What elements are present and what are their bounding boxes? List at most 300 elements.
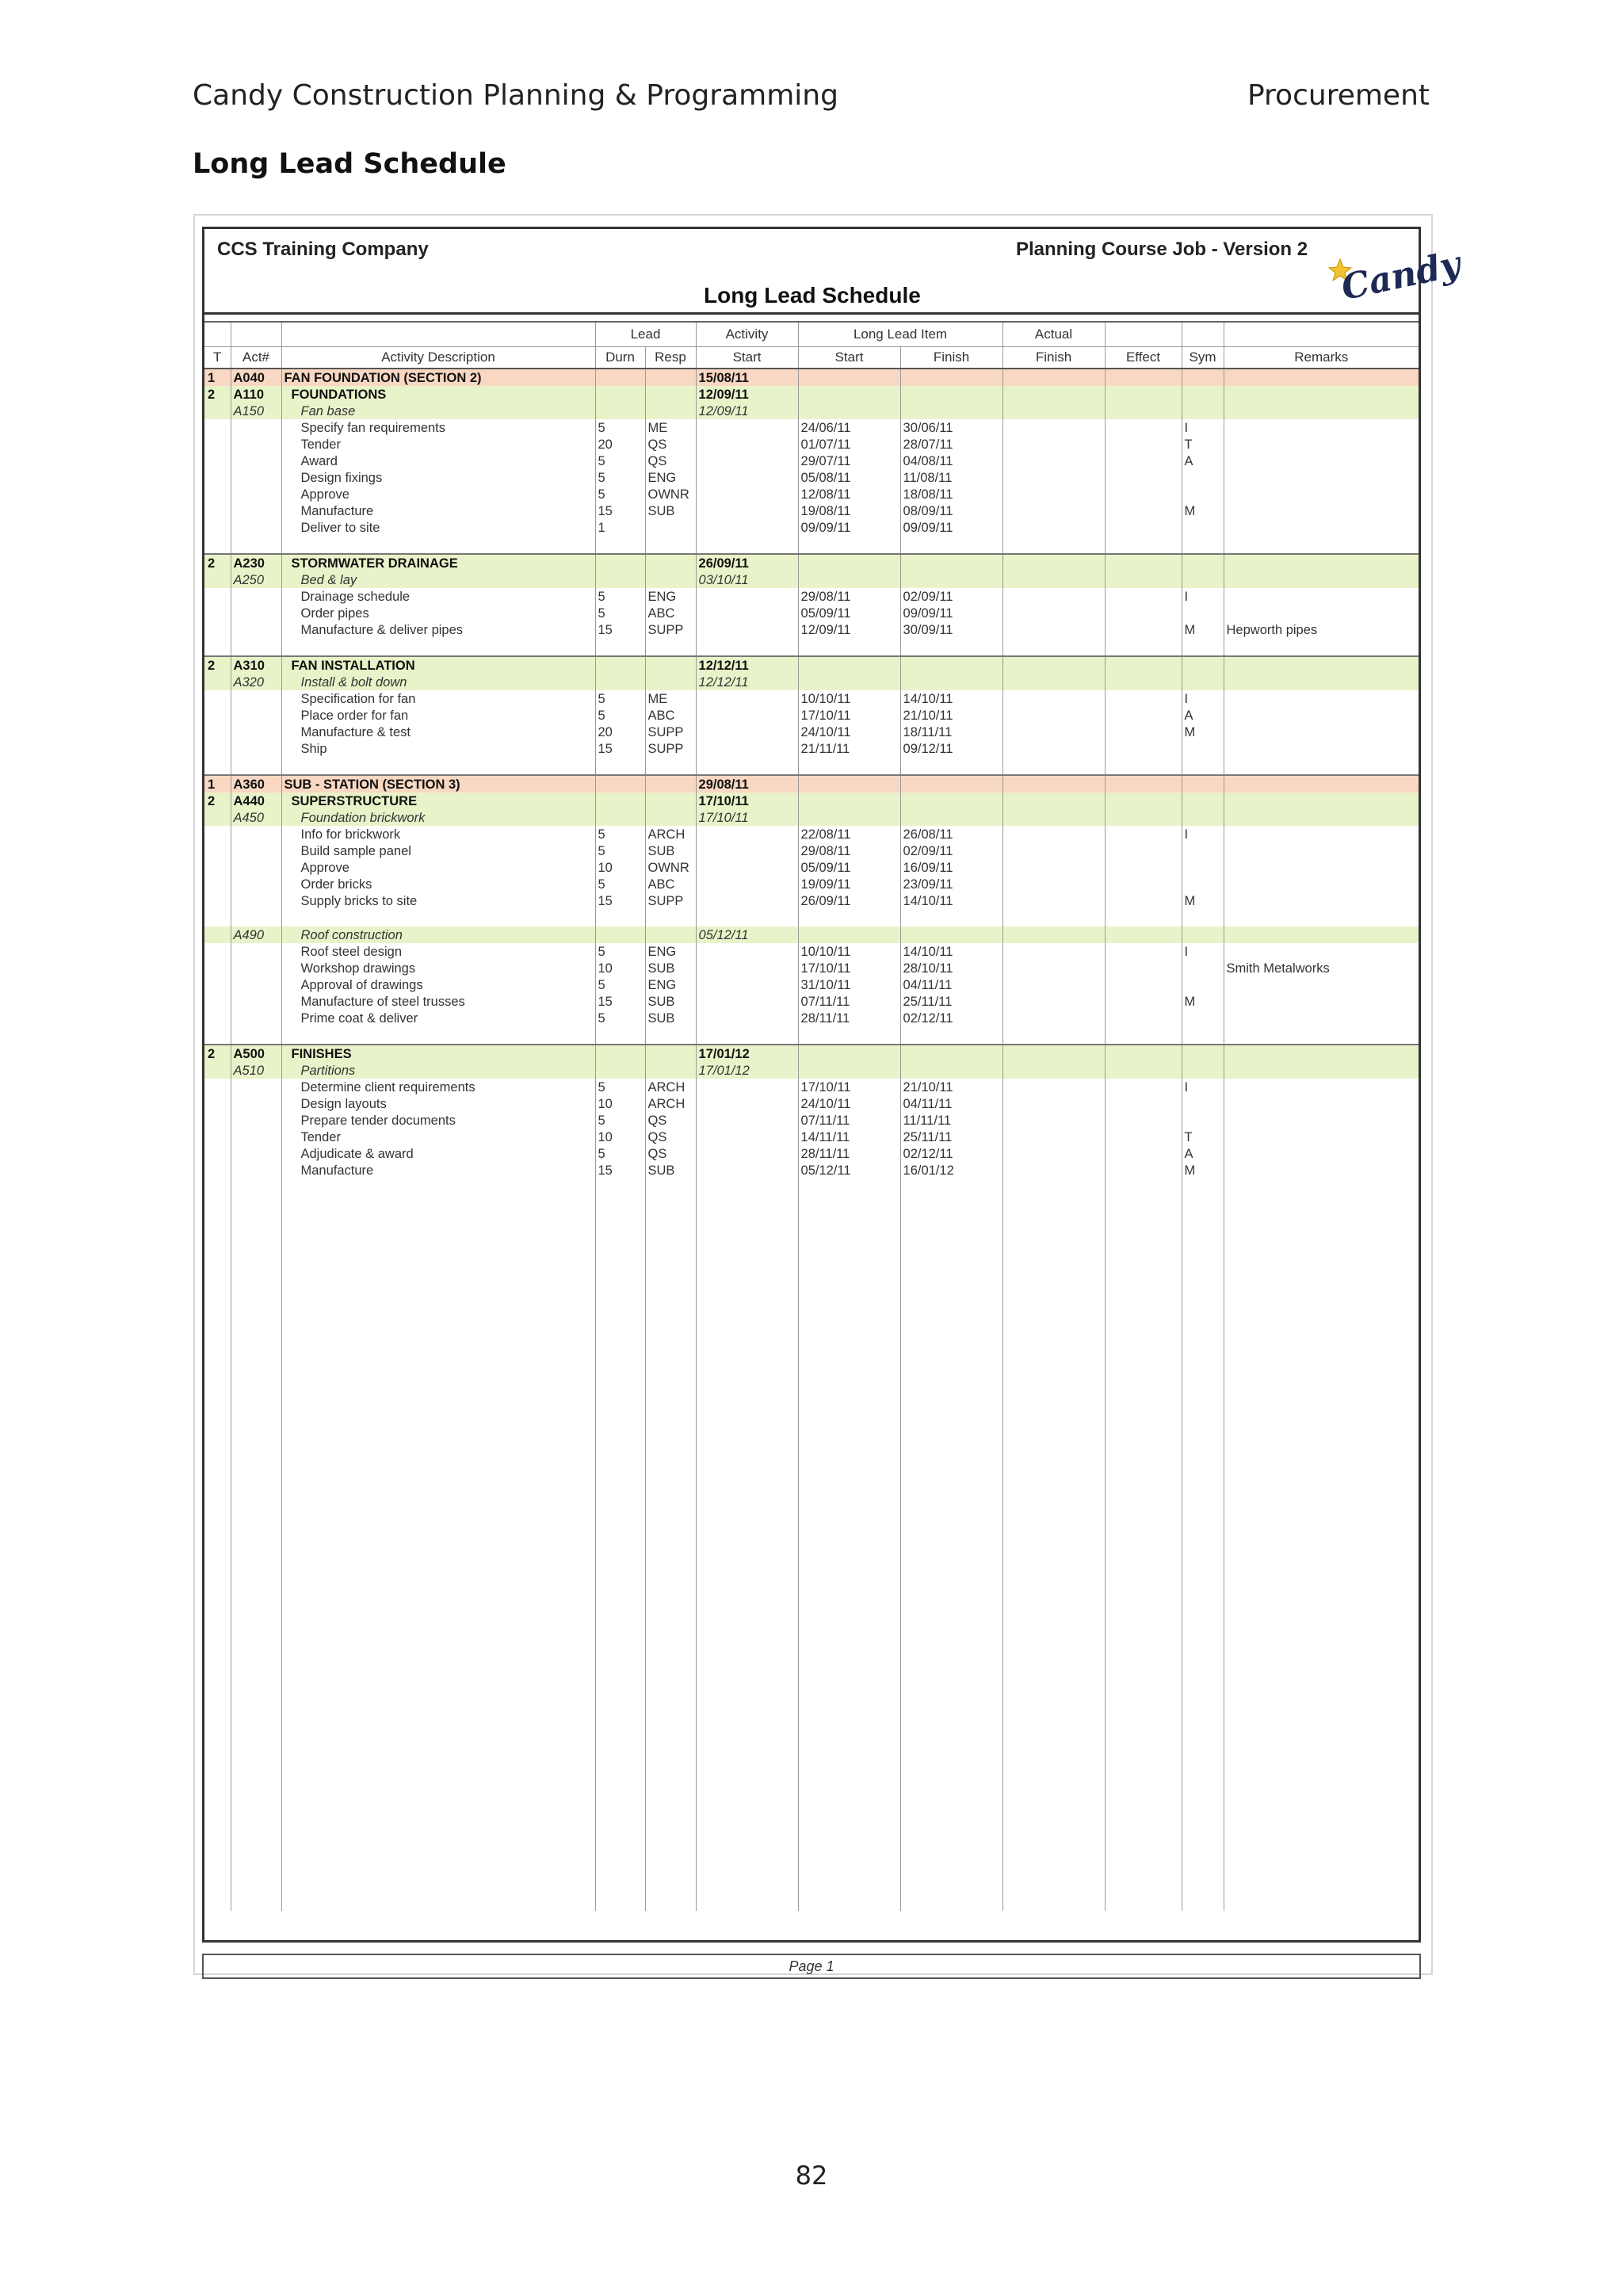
cell-act: [231, 519, 281, 536]
cell-actual-finish: [1002, 707, 1105, 724]
cell-lli-start: [798, 571, 900, 588]
cell-t: [204, 674, 231, 690]
activity-row: [204, 571, 1419, 588]
cell-t: [204, 519, 231, 536]
job-title: Planning Course Job - Version 2: [1016, 239, 1308, 260]
cell-t: [204, 453, 231, 469]
cell-lli-finish: 28/10/11: [900, 960, 1002, 976]
cell-sym: T: [1182, 436, 1224, 453]
task-row: [204, 486, 1419, 502]
cell-remarks: [1224, 826, 1419, 842]
cell-act: A510: [231, 1062, 281, 1079]
col-description: Activity Description: [281, 347, 595, 369]
cell-lli-finish: [900, 793, 1002, 809]
cell-sym: [1182, 809, 1224, 826]
cell-actual-finish: [1002, 1010, 1105, 1026]
cell-act: [231, 1079, 281, 1095]
cell-actual-finish: [1002, 453, 1105, 469]
cell-lli-start: 05/12/11: [798, 1162, 900, 1179]
cell-act: A040: [231, 369, 281, 386]
cell-sym: M: [1182, 724, 1224, 740]
cell-actual-finish: [1002, 1145, 1105, 1162]
cell-description: FINISHES: [281, 1045, 595, 1062]
cell-durn: [595, 369, 645, 386]
spacer-row: [204, 536, 1419, 554]
task-row: [204, 469, 1419, 486]
cell-remarks: [1224, 859, 1419, 876]
cell-sym: [1182, 571, 1224, 588]
cell-durn: 20: [595, 436, 645, 453]
cell-actual-finish: [1002, 976, 1105, 993]
cell-activity-start: 12/12/11: [696, 656, 798, 674]
cell-sym: [1182, 1095, 1224, 1112]
cell-description: Roof steel design: [281, 943, 595, 960]
cell-effect: [1105, 740, 1182, 757]
cell-lli-start: [798, 656, 900, 674]
cell-activity-start: [696, 605, 798, 621]
cell-lli-finish: [900, 403, 1002, 419]
cell-act: [231, 826, 281, 842]
cell-act: [231, 707, 281, 724]
cell-t: [204, 419, 231, 436]
cell-resp: QS: [645, 1145, 696, 1162]
cell-durn: 5: [595, 1010, 645, 1026]
cell-effect: [1105, 554, 1182, 571]
cell-actual-finish: [1002, 993, 1105, 1010]
task-row: [204, 960, 1419, 976]
cell-effect: [1105, 859, 1182, 876]
cell-resp: SUB: [645, 960, 696, 976]
cell-durn: 5: [595, 1112, 645, 1129]
cell-t: [204, 926, 231, 943]
cell-resp: SUB: [645, 993, 696, 1010]
cell-activity-start: [696, 892, 798, 909]
cell-actual-finish: [1002, 419, 1105, 436]
task-row: [204, 1095, 1419, 1112]
cell-lli-start: [798, 1062, 900, 1079]
cell-resp: ARCH: [645, 1095, 696, 1112]
cell-t: 2: [204, 793, 231, 809]
cell-resp: QS: [645, 436, 696, 453]
cell-durn: 5: [595, 876, 645, 892]
cell-act: [231, 960, 281, 976]
cell-description: Build sample panel: [281, 842, 595, 859]
cell-effect: [1105, 775, 1182, 793]
col-durn: Durn: [595, 347, 645, 369]
cell-resp: [645, 674, 696, 690]
cell-durn: 5: [595, 486, 645, 502]
cell-actual-finish: [1002, 775, 1105, 793]
cell-lli-finish: [900, 926, 1002, 943]
cell-actual-finish: [1002, 486, 1105, 502]
cell-activity-start: 17/01/12: [696, 1045, 798, 1062]
cell-sym: [1182, 842, 1224, 859]
cell-effect: [1105, 1010, 1182, 1026]
sheet-footer: [202, 1954, 1421, 1979]
cell-effect: [1105, 621, 1182, 638]
cell-act: A110: [231, 386, 281, 403]
cell-lli-start: 10/10/11: [798, 690, 900, 707]
cell-activity-start: [696, 1010, 798, 1026]
cell-act: [231, 419, 281, 436]
cell-description: Approve: [281, 486, 595, 502]
cell-durn: [595, 571, 645, 588]
cell-activity-start: [696, 826, 798, 842]
cell-t: 1: [204, 369, 231, 386]
activity-row: [204, 674, 1419, 690]
table-header-row: [204, 347, 1419, 369]
cell-remarks: [1224, 502, 1419, 519]
cell-remarks: [1224, 486, 1419, 502]
cell-description: Supply bricks to site: [281, 892, 595, 909]
cell-activity-start: 15/08/11: [696, 369, 798, 386]
cell-t: [204, 842, 231, 859]
cell-act: [231, 436, 281, 453]
cell-act: [231, 1010, 281, 1026]
title-divider: [204, 312, 1419, 315]
cell-lli-start: 19/09/11: [798, 876, 900, 892]
cell-activity-start: [696, 519, 798, 536]
cell-resp: ABC: [645, 707, 696, 724]
cell-description: Specification for fan: [281, 690, 595, 707]
cell-effect: [1105, 436, 1182, 453]
cell-lli-finish: 09/12/11: [900, 740, 1002, 757]
candy-logo: [1323, 235, 1465, 311]
cell-durn: 5: [595, 976, 645, 993]
cell-durn: 5: [595, 605, 645, 621]
cell-sym: [1182, 775, 1224, 793]
cell-sym: [1182, 1045, 1224, 1062]
cell-effect: [1105, 793, 1182, 809]
cell-lli-finish: [900, 1045, 1002, 1062]
cell-lli-start: 07/11/11: [798, 1112, 900, 1129]
cell-remarks: [1224, 1010, 1419, 1026]
cell-description: FAN FOUNDATION (SECTION 2): [281, 369, 595, 386]
cell-description: Foundation brickwork: [281, 809, 595, 826]
logo-text: Candy: [1338, 243, 1465, 309]
cell-durn: [595, 809, 645, 826]
company-name: CCS Training Company: [217, 239, 429, 260]
cell-activity-start: [696, 1095, 798, 1112]
cell-remarks: [1224, 926, 1419, 943]
cell-activity-start: [696, 621, 798, 638]
cell-durn: [595, 775, 645, 793]
cell-description: Tender: [281, 1129, 595, 1145]
cell-description: Award: [281, 453, 595, 469]
cell-durn: [595, 674, 645, 690]
cell-lli-finish: 09/09/11: [900, 519, 1002, 536]
cell-lli-start: 28/11/11: [798, 1145, 900, 1162]
cell-effect: [1105, 588, 1182, 605]
cell-activity-start: 17/10/11: [696, 809, 798, 826]
cell-effect: [1105, 842, 1182, 859]
cell-activity-start: 12/09/11: [696, 386, 798, 403]
cell-resp: ABC: [645, 605, 696, 621]
cell-sym: I: [1182, 943, 1224, 960]
cell-act: A440: [231, 793, 281, 809]
sheet-page-label: Page 1: [789, 1958, 834, 1974]
cell-sym: [1182, 486, 1224, 502]
cell-sym: [1182, 740, 1224, 757]
cell-durn: 5: [595, 588, 645, 605]
cell-resp: [645, 554, 696, 571]
col-actual-finish: Finish: [1002, 347, 1105, 369]
cell-sym: M: [1182, 502, 1224, 519]
cell-t: [204, 859, 231, 876]
cell-effect: [1105, 656, 1182, 674]
cell-actual-finish: [1002, 502, 1105, 519]
cell-activity-start: [696, 1145, 798, 1162]
cell-lli-finish: 18/08/11: [900, 486, 1002, 502]
activity-row: [204, 1062, 1419, 1079]
cell-t: [204, 960, 231, 976]
cell-act: A230: [231, 554, 281, 571]
cell-sym: [1182, 403, 1224, 419]
cell-act: [231, 892, 281, 909]
cell-activity-start: [696, 1162, 798, 1179]
cell-lli-start: 24/10/11: [798, 1095, 900, 1112]
cell-act: A450: [231, 809, 281, 826]
cell-actual-finish: [1002, 605, 1105, 621]
cell-lli-start: 01/07/11: [798, 436, 900, 453]
cell-description: Determine client requirements: [281, 1079, 595, 1095]
cell-description: Manufacture & deliver pipes: [281, 621, 595, 638]
cell-actual-finish: [1002, 436, 1105, 453]
task-row: [204, 419, 1419, 436]
cell-remarks: [1224, 1112, 1419, 1129]
cell-resp: [645, 793, 696, 809]
cell-description: Specify fan requirements: [281, 419, 595, 436]
cell-effect: [1105, 976, 1182, 993]
activity-row: [204, 809, 1419, 826]
cell-sym: [1182, 554, 1224, 571]
cell-lli-finish: [900, 775, 1002, 793]
section-row: [204, 369, 1419, 386]
cell-remarks: [1224, 369, 1419, 386]
cell-remarks: [1224, 436, 1419, 453]
cell-description: Design fixings: [281, 469, 595, 486]
cell-act: [231, 1129, 281, 1145]
cell-t: [204, 588, 231, 605]
cell-description: Fan base: [281, 403, 595, 419]
cell-description: Manufacture of steel trusses: [281, 993, 595, 1010]
cell-lli-finish: 11/08/11: [900, 469, 1002, 486]
col-lli-finish: Finish: [900, 347, 1002, 369]
cell-effect: [1105, 993, 1182, 1010]
cell-durn: 10: [595, 1095, 645, 1112]
cell-durn: 5: [595, 419, 645, 436]
task-row: [204, 740, 1419, 757]
cell-lli-start: [798, 775, 900, 793]
schedule-sheet: [193, 214, 1465, 1975]
cell-effect: [1105, 809, 1182, 826]
cell-lli-start: 26/09/11: [798, 892, 900, 909]
cell-lli-start: [798, 926, 900, 943]
cell-description: Approve: [281, 859, 595, 876]
cell-lli-finish: [900, 369, 1002, 386]
cell-t: [204, 1145, 231, 1162]
running-header-chapter: Procurement: [1247, 79, 1430, 112]
cell-activity-start: [696, 1112, 798, 1129]
cell-remarks: [1224, 588, 1419, 605]
cell-durn: 15: [595, 740, 645, 757]
cell-lli-start: 14/11/11: [798, 1129, 900, 1145]
cell-effect: [1105, 469, 1182, 486]
task-row: [204, 724, 1419, 740]
cell-lli-start: 29/08/11: [798, 842, 900, 859]
cell-t: 2: [204, 554, 231, 571]
cell-act: [231, 976, 281, 993]
cell-remarks: [1224, 809, 1419, 826]
task-row: [204, 1079, 1419, 1095]
cell-sym: [1182, 976, 1224, 993]
cell-description: Ship: [281, 740, 595, 757]
cell-resp: [645, 775, 696, 793]
cell-actual-finish: [1002, 1062, 1105, 1079]
spacer-row: [204, 757, 1419, 775]
cell-actual-finish: [1002, 1095, 1105, 1112]
cell-activity-start: [696, 740, 798, 757]
cell-t: [204, 826, 231, 842]
cell-remarks: [1224, 1095, 1419, 1112]
cell-effect: [1105, 403, 1182, 419]
cell-t: [204, 724, 231, 740]
cell-activity-start: [696, 876, 798, 892]
cell-t: 2: [204, 1045, 231, 1062]
cell-sym: [1182, 656, 1224, 674]
cell-act: A320: [231, 674, 281, 690]
cell-description: Adjudicate & award: [281, 1145, 595, 1162]
cell-t: [204, 621, 231, 638]
cell-sym: [1182, 1010, 1224, 1026]
cell-description: STORMWATER DRAINAGE: [281, 554, 595, 571]
cell-durn: 5: [595, 690, 645, 707]
cell-lli-finish: 04/11/11: [900, 976, 1002, 993]
cell-remarks: [1224, 605, 1419, 621]
task-row: [204, 943, 1419, 960]
task-row: [204, 892, 1419, 909]
schedule-title: Long Lead Schedule: [704, 283, 921, 308]
activity-group-row: [204, 1045, 1419, 1062]
cell-sym: [1182, 674, 1224, 690]
col-lli-start: Start: [798, 347, 900, 369]
page-number: 82: [795, 2160, 828, 2191]
cell-lli-finish: 25/11/11: [900, 1129, 1002, 1145]
cell-durn: 15: [595, 1162, 645, 1179]
cell-lli-start: [798, 369, 900, 386]
cell-sym: M: [1182, 1162, 1224, 1179]
cell-resp: SUPP: [645, 892, 696, 909]
cell-remarks: [1224, 419, 1419, 436]
task-row: [204, 876, 1419, 892]
cell-resp: [645, 571, 696, 588]
cell-actual-finish: [1002, 403, 1105, 419]
cell-lli-start: 07/11/11: [798, 993, 900, 1010]
cell-activity-start: [696, 1129, 798, 1145]
cell-sym: [1182, 1062, 1224, 1079]
cell-t: [204, 1062, 231, 1079]
cell-durn: [595, 1045, 645, 1062]
col-sym: Sym: [1182, 347, 1224, 369]
cell-lli-finish: 02/09/11: [900, 842, 1002, 859]
cell-resp: [645, 656, 696, 674]
cell-activity-start: 05/12/11: [696, 926, 798, 943]
spacer-row: [204, 909, 1419, 926]
cell-t: 1: [204, 775, 231, 793]
cell-activity-start: [696, 976, 798, 993]
cell-sym: [1182, 386, 1224, 403]
cell-remarks: [1224, 690, 1419, 707]
cell-t: [204, 436, 231, 453]
cell-resp: ENG: [645, 943, 696, 960]
cell-resp: [645, 369, 696, 386]
cell-t: [204, 740, 231, 757]
cell-effect: [1105, 1095, 1182, 1112]
cell-remarks: [1224, 793, 1419, 809]
cell-lli-start: 21/11/11: [798, 740, 900, 757]
cell-description: Partitions: [281, 1062, 595, 1079]
cell-activity-start: 12/12/11: [696, 674, 798, 690]
cell-lli-start: 05/09/11: [798, 605, 900, 621]
cell-sym: A: [1182, 1145, 1224, 1162]
cell-actual-finish: [1002, 740, 1105, 757]
cell-activity-start: [696, 690, 798, 707]
cell-remarks: [1224, 554, 1419, 571]
cell-actual-finish: [1002, 588, 1105, 605]
cell-act: [231, 1162, 281, 1179]
cell-description: Manufacture: [281, 1162, 595, 1179]
section-row: [204, 775, 1419, 793]
cell-lli-finish: 21/10/11: [900, 707, 1002, 724]
cell-actual-finish: [1002, 690, 1105, 707]
cell-actual-finish: [1002, 943, 1105, 960]
cell-lli-finish: [900, 554, 1002, 571]
cell-t: [204, 690, 231, 707]
cell-actual-finish: [1002, 876, 1105, 892]
cell-act: [231, 842, 281, 859]
cell-actual-finish: [1002, 809, 1105, 826]
cell-lli-start: [798, 403, 900, 419]
cell-lli-start: 05/09/11: [798, 859, 900, 876]
cell-t: [204, 502, 231, 519]
cell-resp: SUPP: [645, 621, 696, 638]
cell-lli-start: 05/08/11: [798, 469, 900, 486]
cell-t: [204, 993, 231, 1010]
cell-t: [204, 1162, 231, 1179]
activity-group-row: [204, 793, 1419, 809]
cell-remarks: [1224, 1079, 1419, 1095]
task-row: [204, 707, 1419, 724]
cell-actual-finish: [1002, 1045, 1105, 1062]
cell-resp: ENG: [645, 469, 696, 486]
cell-sym: [1182, 926, 1224, 943]
cell-resp: SUB: [645, 842, 696, 859]
cell-lli-finish: 14/10/11: [900, 690, 1002, 707]
cell-resp: [645, 386, 696, 403]
cell-effect: [1105, 1079, 1182, 1095]
cell-act: [231, 943, 281, 960]
cell-description: Roof construction: [281, 926, 595, 943]
cell-sym: T: [1182, 1129, 1224, 1145]
cell-description: Approval of drawings: [281, 976, 595, 993]
cell-activity-start: [696, 502, 798, 519]
cell-act: [231, 588, 281, 605]
cell-effect: [1105, 1145, 1182, 1162]
cell-activity-start: 26/09/11: [696, 554, 798, 571]
cell-activity-start: 03/10/11: [696, 571, 798, 588]
cell-sym: M: [1182, 993, 1224, 1010]
cell-description: Prime coat & deliver: [281, 1010, 595, 1026]
